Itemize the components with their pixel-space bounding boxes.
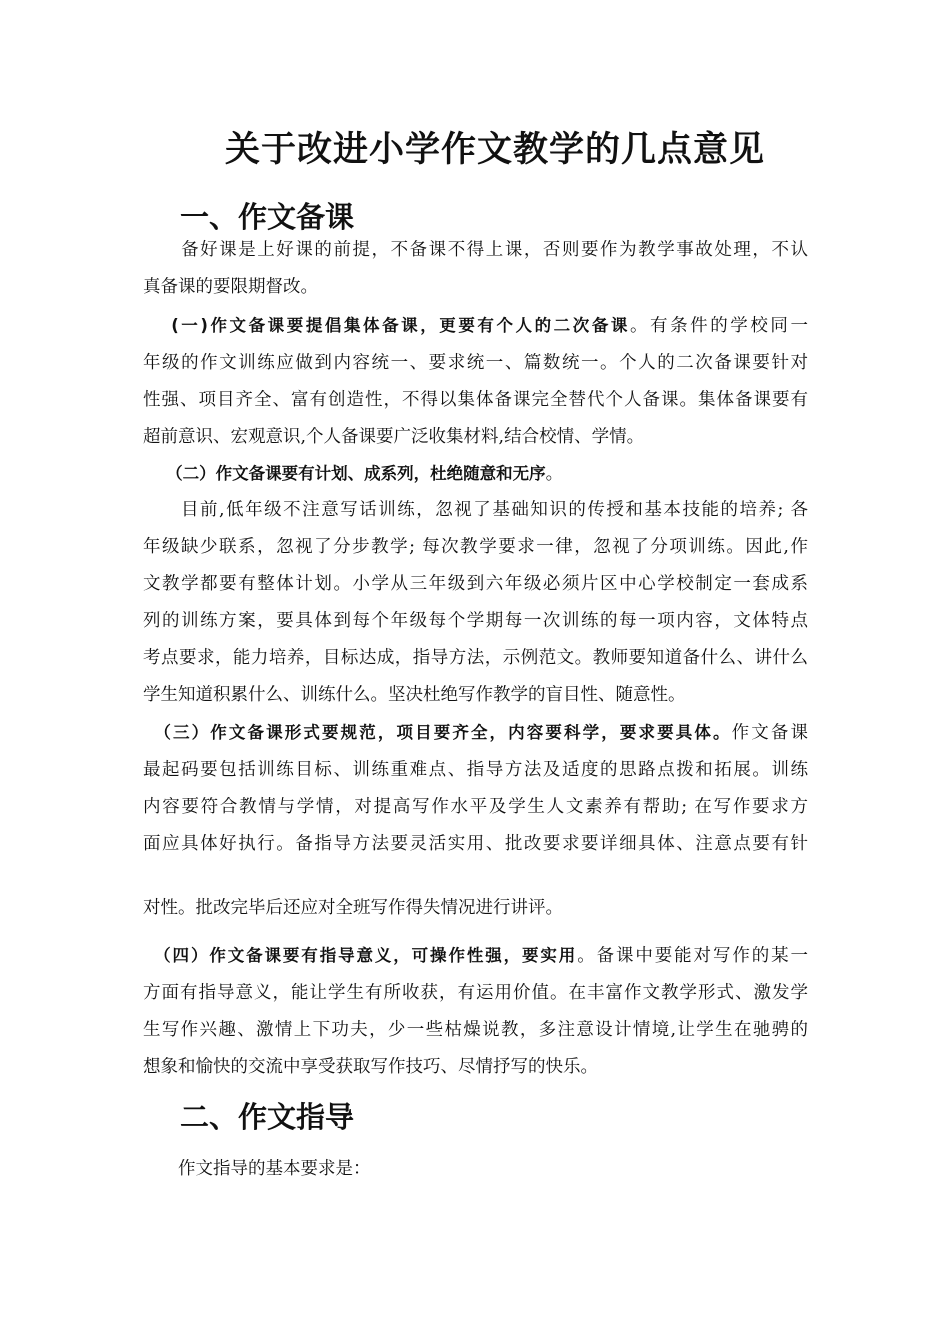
bold-lead: (一)作文备课要提倡集体备课，更要有个人的二次备课 (171, 316, 630, 335)
text-line: 对性。批改完毕后还应对全班写作得失情况进行讲评。 (143, 898, 563, 918)
text-line: 真备课的要限期督改。 (143, 277, 318, 297)
section-heading-2: 二、作文指导 (180, 1100, 355, 1134)
bold-lead: （二）作文备课要有计划、成系列，杜绝随意和无序 (166, 464, 546, 483)
paragraph-2 (143, 455, 808, 493)
text-line: 备好课是上好课的前提，不备课不得上课，否则要作为教学事故处理，不认 (143, 240, 808, 260)
section-heading-1: 一、作文备课 (180, 200, 355, 234)
text-line: 性强、项目齐全、富有创造性，不得以集体备课完全替代个人备课。集体备课要有 (143, 390, 808, 410)
bold-lead: （四）作文备课要有指导意义，可操作性强，要实用 (162, 946, 578, 965)
text-line: （三）作文备课形式要规范，项目要齐全，内容要科学，要求要具体。作文备课 (162, 723, 809, 743)
text-line: 想象和愉快的交流中享受获取写作技巧、尽情抒写的快乐。 (143, 1057, 598, 1077)
text-line: （四）作文备课要有指导意义，可操作性强，要实用。备课中要能对写作的某一 (162, 946, 809, 966)
text-line: 最起码要包括训练目标、训练重难点、指导方法及适度的思路点拨和拓展。训练 (143, 760, 808, 780)
text-line: 考点要求，能力培养，目标达成，指导方法，示例范文。教师要知道备什么、讲什么 (143, 648, 808, 668)
text-line: (一)作文备课要提倡集体备课，更要有个人的二次备课。有条件的学校同一 (171, 316, 808, 336)
paragraph-1 (143, 307, 808, 456)
bold-lead: （三）作文备课形式要规范，项目要齐全，内容要科学，要求要具体。 (162, 723, 732, 742)
text-line: 文教学都要有整体计划。小学从三年级到六年级必须片区中心学校制定一套成系 (143, 574, 808, 594)
paragraph-3 (143, 492, 808, 714)
paragraph-guidance-intro (143, 1151, 808, 1188)
text-line: 内容要符合教情与学情，对提高写作水平及学生人文素养有帮助; 在写作要求方 (143, 797, 808, 817)
paragraph-4-tail (143, 890, 808, 927)
text-line: 列的训练方案，要具体到每个年级每个学期每一次训练的每一项内容，文体特点 (143, 611, 808, 631)
text-line: 超前意识、宏观意识,个人备课要广泛收集材料,结合校情、学情。 (143, 427, 645, 447)
text-line: 方面有指导意义，能让学生有所收获，有运用价值。在丰富作文教学形式、激发学 (143, 983, 808, 1003)
paragraph-intro (143, 232, 808, 306)
text-line: 目前,低年级不注意写话训练，忽视了基础知识的传授和基本技能的培养; 各 (143, 500, 808, 520)
text-line: 作文指导的基本要求是： (143, 1159, 371, 1179)
paragraph-4 (143, 714, 808, 863)
text-line: 年级缺少联系，忽视了分步教学; 每次教学要求一律，忽视了分项训练。因此,作 (143, 537, 808, 557)
text-line: 生写作兴趣、激情上下功夫，少一些枯燥说教，多注意设计情境,让学生在驰骋的 (143, 1020, 808, 1040)
paragraph-5 (143, 937, 808, 1086)
text-line: （二）作文备课要有计划、成系列，杜绝随意和无序。 (166, 464, 564, 484)
document-title: 关于改进小学作文教学的几点意见 (224, 130, 765, 170)
text-line: 面应具体好执行。备指导方法要灵活实用、批改要求要详细具体、注意点要有针 (143, 834, 808, 854)
text-line: 学生知道积累什么、训练什么。坚决杜绝写作教学的盲目性、随意性。 (143, 685, 686, 705)
text-line: 年级的作文训练应做到内容统一、要求统一、篇数统一。个人的二次备课要针对 (143, 353, 808, 373)
